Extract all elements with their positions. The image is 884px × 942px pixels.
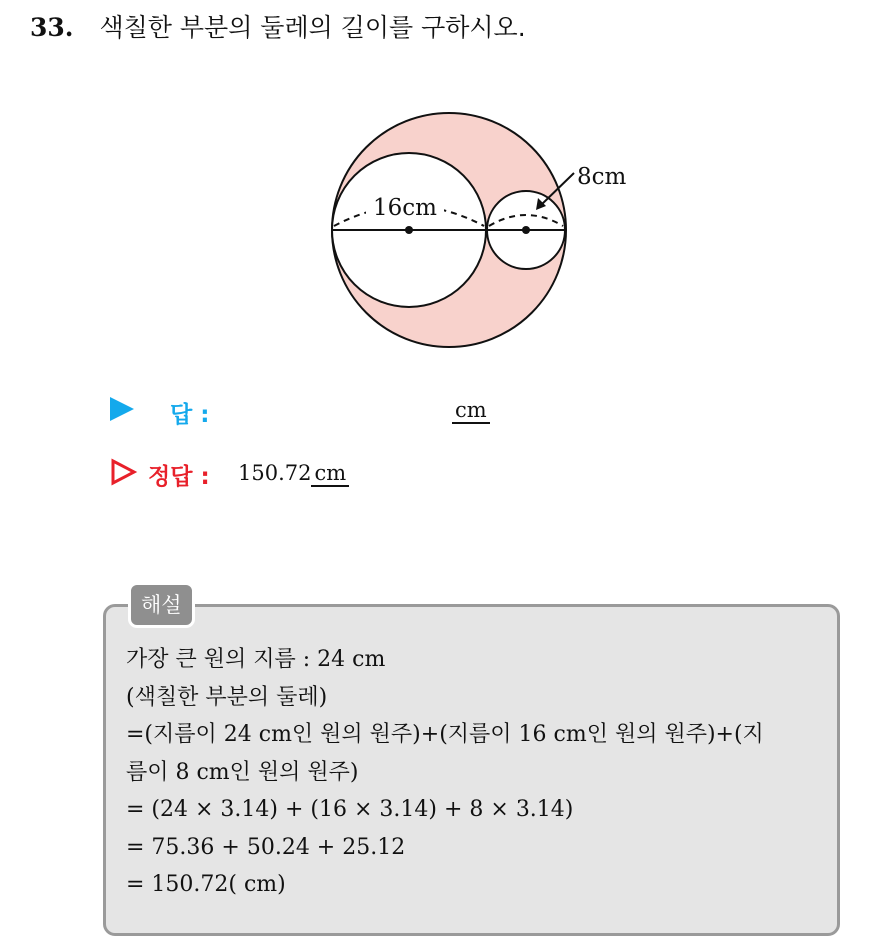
correct-answer-row (110, 458, 347, 490)
answer-unit: cm (452, 398, 490, 424)
large-center-dot (405, 226, 413, 234)
large-diameter-label: 16cm (373, 195, 437, 221)
circle-figure (320, 100, 650, 364)
question-number: 33. (30, 13, 74, 42)
answer-row (110, 396, 487, 428)
correct-answer-unit: cm (311, 461, 349, 487)
solution-line: = 150.72( cm) (126, 872, 286, 897)
solution-line: (색칠한 부분의 둘레) (126, 684, 328, 710)
solution-text (126, 641, 831, 904)
circle-diagram (320, 100, 650, 360)
correct-answer-value-group (238, 460, 349, 486)
outline-triangle-icon (110, 458, 138, 486)
answer-label: 답 : (170, 402, 210, 428)
correct-answer-label: 정답 : (148, 464, 210, 490)
solution-line: = 75.36 + 50.24 + 25.12 (126, 834, 406, 860)
play-triangle-icon (110, 397, 134, 421)
solution-line: 가장 큰 원의 지름 : 24 cm (126, 647, 386, 672)
question-text: 색칠한 부분의 둘레의 길이를 구하시오. (99, 13, 526, 42)
solution-line: 름이 8 cm인 원의 원주) (126, 759, 359, 785)
question-header (30, 10, 526, 46)
small-center-dot (522, 226, 530, 234)
solution-line: = (24 × 3.14) + (16 × 3.14) + 8 × 3.14) (126, 797, 574, 822)
correct-answer-value: 150.72 (238, 461, 312, 485)
small-diameter-label: 8cm (577, 164, 627, 190)
solution-line: =(지름이 24 cm인 원의 원주)+(지름이 16 cm인 원의 원주)+(지 (126, 722, 764, 747)
solution-tag: 해설 (128, 582, 195, 628)
